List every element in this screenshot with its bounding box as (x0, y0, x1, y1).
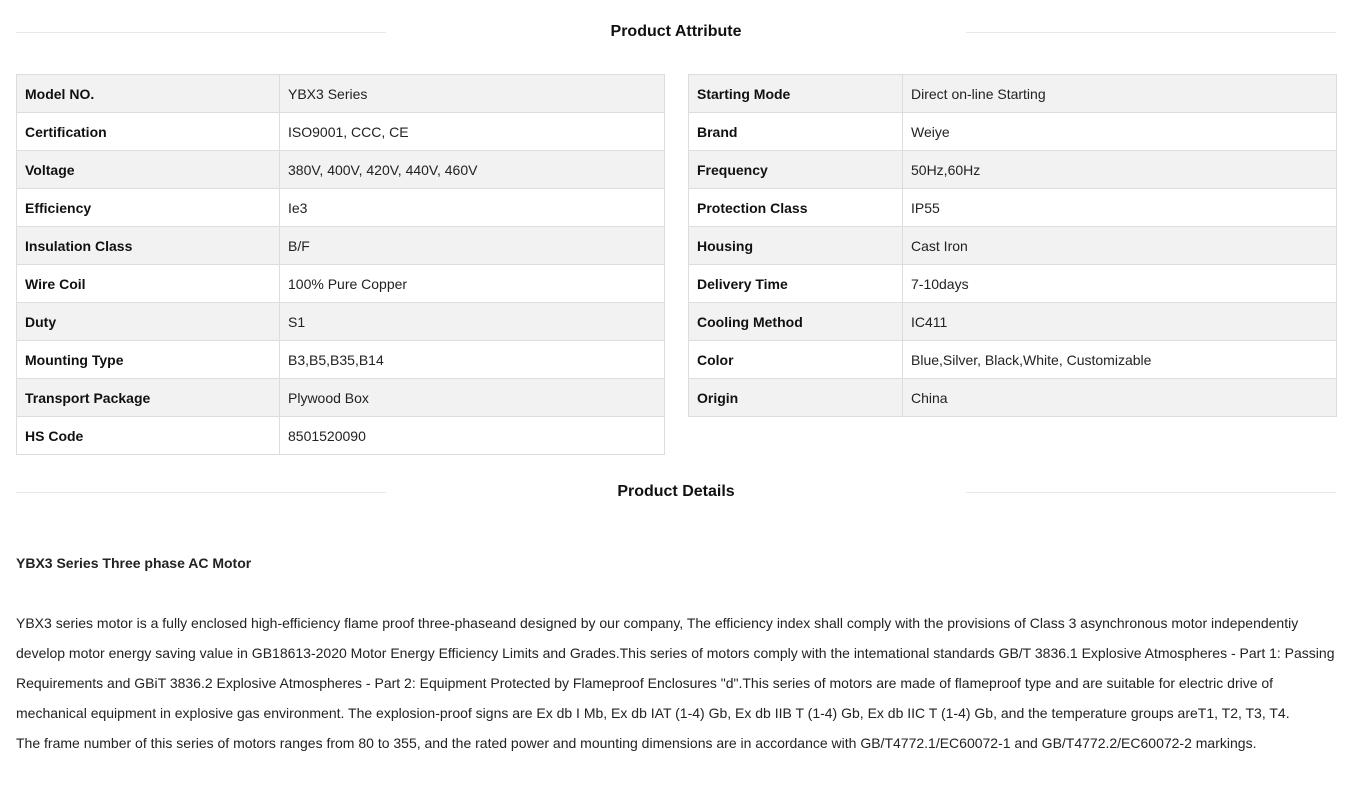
attribute-value: China (903, 379, 1337, 417)
attribute-value: 8501520090 (280, 417, 665, 455)
attribute-name: HS Code (17, 417, 280, 455)
attribute-row (17, 113, 665, 151)
attribute-value: Plywood Box (280, 379, 665, 417)
attribute-name: Insulation Class (17, 227, 280, 265)
attribute-value: Cast Iron (903, 227, 1337, 265)
attribute-row (689, 227, 1337, 265)
attribute-row (689, 341, 1337, 379)
attribute-name: Cooling Method (689, 303, 903, 341)
attribute-name: Efficiency (17, 189, 280, 227)
attribute-value: 50Hz,60Hz (903, 151, 1337, 189)
attribute-value: Ie3 (280, 189, 665, 227)
attribute-row (689, 75, 1337, 113)
attribute-name: Housing (689, 227, 903, 265)
attribute-value: YBX3 Series (280, 75, 665, 113)
attribute-name: Certification (17, 113, 280, 151)
attribute-row (17, 379, 665, 417)
attribute-row (689, 113, 1337, 151)
attribute-value: B/F (280, 227, 665, 265)
attribute-value: Weiye (903, 113, 1337, 151)
attribute-value: 7-10days (903, 265, 1337, 303)
attribute-name: Transport Package (17, 379, 280, 417)
attribute-row (17, 341, 665, 379)
header-divider-right (966, 492, 1336, 493)
attribute-name: Duty (17, 303, 280, 341)
attribute-row (17, 265, 665, 303)
product-details-body (16, 548, 1341, 758)
product-description-paragraph: YBX3 series motor is a fully enclosed high-efficiency flame proof three-phaseand designed by our company, The efficiency index shall comply with the provisions of Class 3 asynchronous motor independentiy develop motor energy saving value in GB18613-2020 Motor Energy Efficiency Limits and Grades.This series of motors comply with the intemational standards GB/T 3836.1 Explosive Atmospheres - Part 1: Passing Requirements and GBiT 3836.2 Explosive Atmospheres - Part 2: Equipment Protected by Flameproof Enclosures "d".This series of motors are made of flameproof type and are suitable for electric drive of mechanical equipment in explosive gas environment. The explosion-proof signs are Ex db I Mb, Ex db IAT (1-4) Gb, Ex db IIB T (1-4) Gb, Ex db IIC T (1-4) Gb, and the temperature groups areT1, T2, T3, T4. (16, 615, 1335, 721)
attribute-value: 100% Pure Copper (280, 265, 665, 303)
attribute-table-left (16, 74, 665, 455)
product-attribute-header (16, 21, 1336, 45)
attribute-row (689, 189, 1337, 227)
header-divider-right (966, 32, 1336, 33)
product-frame-paragraph: The frame number of this series of motors ranges from 80 to 355, and the rated power and mounting dimensions are in accordance with GB/T4772.1/EC60072-1 and GB/T4772.2/EC60072-2 markings. (16, 735, 1257, 751)
attribute-value: IC411 (903, 303, 1337, 341)
attribute-row (17, 227, 665, 265)
attribute-row (689, 303, 1337, 341)
attribute-row (689, 151, 1337, 189)
attribute-value: S1 (280, 303, 665, 341)
attribute-row (17, 189, 665, 227)
attribute-name: Voltage (17, 151, 280, 189)
attribute-row (689, 265, 1337, 303)
attribute-row (17, 75, 665, 113)
attribute-row (17, 303, 665, 341)
attribute-name: Wire Coil (17, 265, 280, 303)
attribute-name: Brand (689, 113, 903, 151)
product-attribute-title: Product Attribute (610, 23, 742, 40)
attribute-value: ISO9001, CCC, CE (280, 113, 665, 151)
attribute-name: Origin (689, 379, 903, 417)
attribute-value: B3,B5,B35,B14 (280, 341, 665, 379)
attribute-name: Color (689, 341, 903, 379)
attribute-row (689, 379, 1337, 417)
attribute-value: IP55 (903, 189, 1337, 227)
attribute-row (17, 417, 665, 455)
attribute-name: Delivery Time (689, 265, 903, 303)
attribute-name: Starting Mode (689, 75, 903, 113)
attribute-row (17, 151, 665, 189)
attribute-name: Model NO. (17, 75, 280, 113)
attribute-name: Protection Class (689, 189, 903, 227)
attribute-value: 380V, 400V, 420V, 440V, 460V (280, 151, 665, 189)
attribute-name: Frequency (689, 151, 903, 189)
product-details-heading: YBX3 Series Three phase AC Motor (16, 555, 252, 571)
attribute-name: Mounting Type (17, 341, 280, 379)
attribute-value: Direct on-line Starting (903, 75, 1337, 113)
product-details-title: Product Details (617, 483, 735, 500)
product-details-header (16, 481, 1336, 505)
attribute-value: Blue,Silver, Black,White, Customizable (903, 341, 1337, 379)
attribute-table-right (688, 74, 1337, 417)
